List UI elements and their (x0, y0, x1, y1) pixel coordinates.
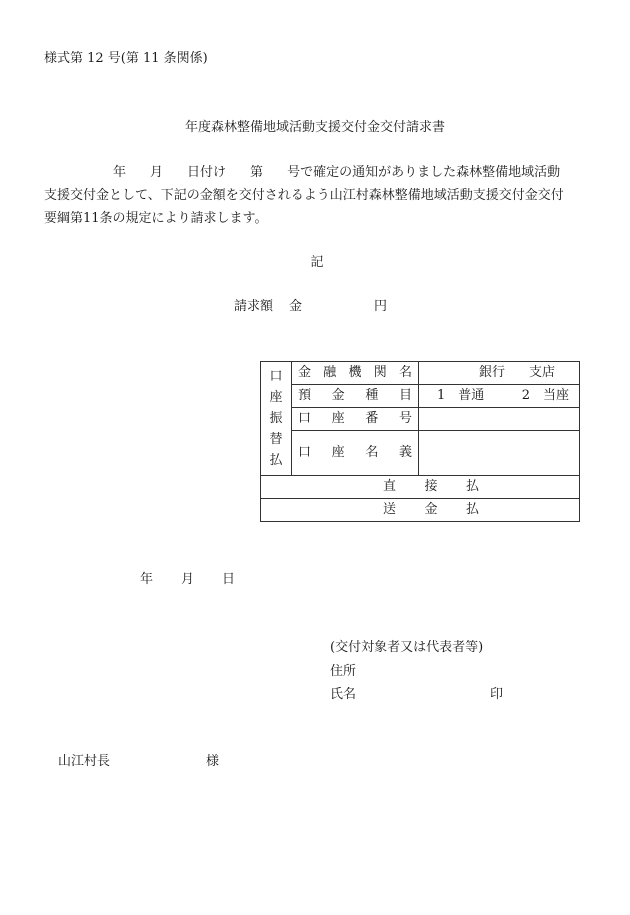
label-char: 座 (331, 445, 345, 460)
label-char: 名 (398, 365, 412, 380)
applicant-heading: (交付対象者又は代表者等) (330, 640, 484, 655)
addressee-mayor: 山江村長 (58, 754, 111, 769)
amount-yen: 円 (374, 299, 388, 314)
deposit-type-field[interactable] (419, 385, 580, 408)
date-year: 年 (140, 572, 154, 587)
seal-mark: 印 (490, 687, 504, 702)
label-char: 種 (365, 388, 379, 403)
label-char: 義 (398, 445, 412, 460)
label-char: 金 (331, 388, 345, 403)
amount-label: 請求額 (234, 299, 274, 314)
label-char: 金 (298, 365, 312, 380)
option-current[interactable]: 2 当座 (521, 388, 569, 403)
table-row (261, 499, 580, 522)
name-label: 氏名 (330, 687, 357, 702)
label-char: 関 (373, 365, 387, 380)
address-label: 住所 (330, 664, 357, 679)
bank-suffix: 銀行 (479, 365, 506, 380)
label-char: 番 (365, 411, 379, 426)
label-char: 金 (424, 502, 438, 517)
addressee-honorific: 様 (206, 754, 220, 769)
date-day: 日 (222, 572, 236, 587)
table-row (261, 385, 580, 408)
amount-kin: 金 (289, 299, 303, 314)
account-transfer-label (261, 362, 292, 476)
table-row (261, 408, 580, 431)
vertical-char: 座 (269, 390, 283, 405)
bank-name-label (292, 362, 419, 385)
body-line-1 (44, 165, 560, 181)
option-ordinary[interactable]: 1 普通 (437, 388, 485, 403)
table-row (261, 431, 580, 476)
body-year: 年 (113, 165, 127, 180)
vertical-char: 払 (269, 453, 283, 468)
deposit-type-label (292, 385, 419, 408)
account-number-field[interactable] (419, 408, 580, 431)
bank-transfer-table (260, 361, 580, 522)
bank-name-field[interactable] (419, 362, 580, 385)
branch-suffix: 支店 (528, 365, 555, 380)
vertical-char: 替 (269, 432, 283, 447)
label-char: 口 (298, 445, 312, 460)
label-char: 預 (298, 388, 312, 403)
account-holder-label (292, 431, 419, 476)
amount-line (234, 299, 387, 315)
label-char: 送 (383, 502, 397, 517)
body-day: 日付け (187, 165, 227, 180)
direct-payment-option[interactable] (261, 476, 580, 499)
table-row (261, 476, 580, 499)
label-char: 目 (398, 388, 412, 403)
body-line-1-rest: 号で確定の通知がありました森林整備地域活動 (287, 165, 561, 180)
label-char: 払 (465, 502, 479, 517)
label-char: 機 (348, 365, 362, 380)
label-char: 口 (298, 411, 312, 426)
label-char: 融 (323, 365, 337, 380)
body-line-2: 支援交付金として、下記の金額を交付されるよう山江村森林整備地域活動支援交付金交付 (44, 188, 564, 203)
label-char: 名 (365, 445, 379, 460)
account-holder-field[interactable] (419, 431, 580, 476)
vertical-char: 振 (269, 411, 283, 426)
label-char: 号 (398, 411, 412, 426)
label-char: 接 (424, 479, 438, 494)
body-line-3: 要綱第11条の規定により請求します。 (44, 211, 268, 226)
request-date (140, 572, 235, 588)
label-char: 座 (331, 411, 345, 426)
body-number: 第 (250, 165, 264, 180)
remittance-payment-option[interactable] (261, 499, 580, 522)
label-char: 直 (383, 479, 397, 494)
body-month: 月 (150, 165, 164, 180)
ki-heading: 記 (310, 255, 324, 270)
account-number-label (292, 408, 419, 431)
table-row (261, 362, 580, 385)
date-month: 月 (181, 572, 195, 587)
document-title: 年度森林整備地域活動支援交付金交付請求書 (184, 120, 445, 135)
label-char: 払 (465, 479, 479, 494)
vertical-char: 口 (269, 369, 283, 384)
form-number: 様式第 12 号(第 11 条関係) (44, 51, 208, 66)
